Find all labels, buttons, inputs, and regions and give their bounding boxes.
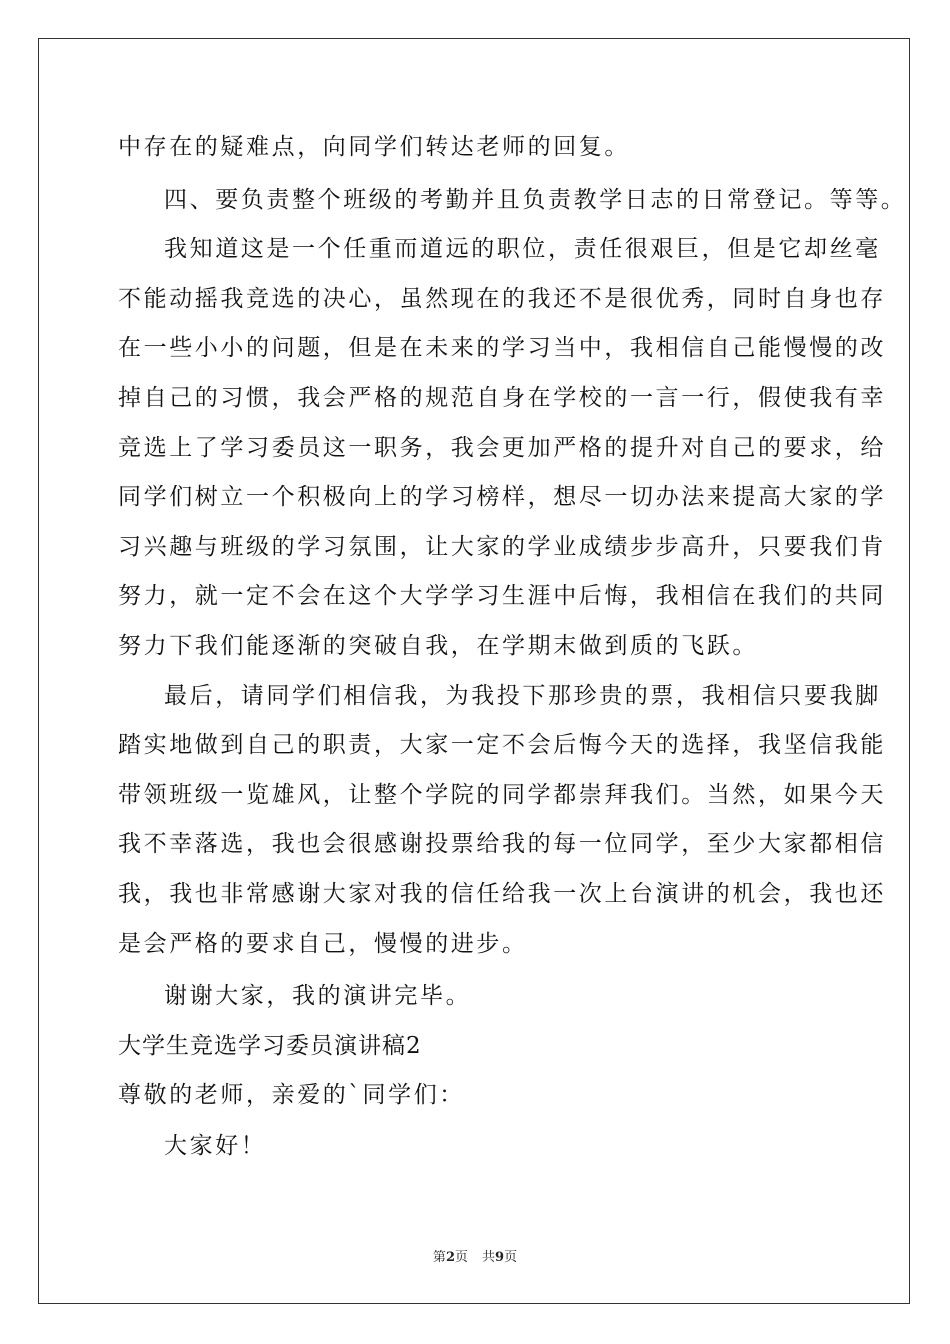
text-line: 竞选上了学习委员这一职务，我会更加严格的提升对自己的要求，给 bbox=[118, 435, 886, 461]
text-line: 中存在的疑难点，向同学们转达老师的回复。 bbox=[118, 134, 630, 160]
footer-prefix: 第 bbox=[432, 1250, 446, 1265]
footer-page-number: 2 bbox=[445, 1250, 455, 1265]
text-line: 掉自己的习惯，我会严格的规范自身在学校的一言一行，假使我有幸 bbox=[118, 385, 886, 411]
text-line: 是会严格的要求自己，慢慢的进步。 bbox=[118, 931, 528, 957]
footer-total-prefix: 共 bbox=[482, 1250, 496, 1265]
text-line: 我，我也非常感谢大家对我的信任给我一次上台演讲的机会，我也还 bbox=[118, 881, 886, 907]
text-line: 四、要负责整个班级的考勤并且负责教学日志的日常登记。等等。 bbox=[164, 187, 907, 213]
text-line: 努力下我们能逐渐的突破自我，在学期末做到质的飞跃。 bbox=[118, 633, 758, 659]
footer-total-suffix: 页 bbox=[504, 1250, 518, 1265]
text-line: 习兴趣与班级的学习氛围，让大家的学业成绩步步高升，只要我们肯 bbox=[118, 534, 886, 560]
text-line: 不能动摇我竞选的决心，虽然现在的我还不是很优秀，同时自身也存 bbox=[118, 286, 886, 312]
page-border bbox=[38, 38, 910, 1304]
page-footer bbox=[0, 1246, 950, 1265]
text-line: 在一些小小的问题，但是在未来的学习当中，我相信自己能慢慢的改 bbox=[118, 335, 886, 361]
footer-total-pages: 9 bbox=[495, 1250, 505, 1265]
greeting: 大家好！ bbox=[164, 1133, 267, 1159]
text-line: 踏实地做到自己的职责，大家一定不会后悔今天的选择，我坚信我能 bbox=[118, 732, 886, 758]
text-line: 带领班级一览雄风，让整个学院的同学都崇拜我们。当然，如果今天 bbox=[118, 782, 886, 808]
text-line: 同学们树立一个积极向上的学习榜样，想尽一切办法来提高大家的学 bbox=[118, 484, 886, 510]
text-line: 我不幸落选，我也会很感谢投票给我的每一位同学，至少大家都相信 bbox=[118, 831, 886, 857]
text-line: 最后，请同学们相信我，为我投下那珍贵的票，我相信只要我脚 bbox=[164, 683, 881, 709]
salutation: 尊敬的老师，亲爱的`同学们： bbox=[118, 1082, 465, 1108]
footer-page-suffix: 页 bbox=[454, 1250, 468, 1265]
text-line: 谢谢大家，我的演讲完毕。 bbox=[164, 983, 472, 1009]
section-heading: 大学生竞选学习委员演讲稿2 bbox=[118, 1033, 422, 1059]
text-line: 我知道这是一个任重而道远的职位，责任很艰巨，但是它却丝毫 bbox=[164, 236, 881, 262]
text-line: 努力，就一定不会在这个大学学习生涯中后悔，我相信在我们的共同 bbox=[118, 583, 886, 609]
